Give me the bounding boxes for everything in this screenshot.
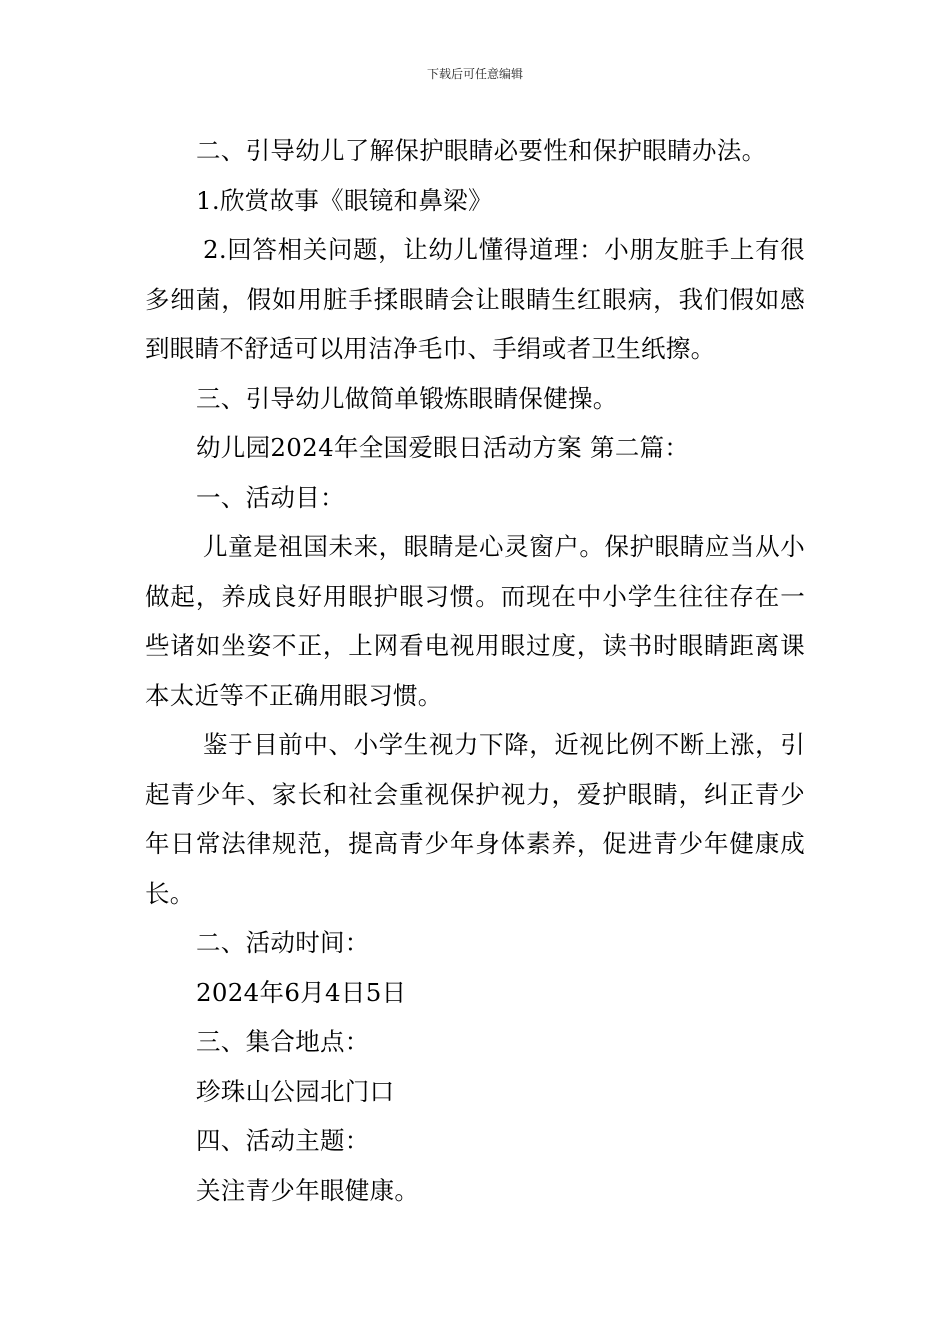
paragraph-location-value: 珍珠山公园北门口 — [196, 1076, 395, 1106]
paragraph-item-2: 2.回答相关问题，让幼儿懂得道理：小朋友脏手上有很多细菌，假如用脏手揉眼睛会让眼睛生红眼病，我们假如感到眼睛不舒适可以用洁净毛巾、手绢或者卫生纸擦。 — [145, 235, 805, 363]
paragraph-background-text: 鉴于目前中、小学生视力下降，近视比例不断上涨，引起青少年、家长和社会重视保护视力，爱护眼睛，纠正青少年日常法律规范，提高青少年身体素养，促进青少年健康成长。 — [145, 730, 805, 908]
paragraph-location-heading: 三、集合地点： — [196, 1027, 370, 1056]
paragraph-goal-heading: 一、活动目： — [196, 482, 345, 512]
paragraph-goal-text: 儿童是祖国未来，眼睛是心灵窗户。保护眼睛应当从小做起，养成良好用眼护眼习惯。而现在中小学生往往存在一些诸如坐姿不正，上网看电视用眼过度，读书时眼睛距离课本太近等不正确用眼习惯。 — [145, 532, 805, 710]
paragraph-theme-value: 关注青少年眼健康。 — [196, 1175, 420, 1205]
document-body — [145, 126, 805, 1215]
paragraph-time-value: 2024年6月4日5日 — [196, 977, 407, 1007]
paragraph-time-heading: 二、活动时间： — [196, 928, 370, 957]
paragraph-theme-heading: 四、活动主题： — [196, 1126, 370, 1155]
paragraph-section-3-heading: 三、引导幼儿做简单锻炼眼睛保健操。 — [196, 383, 618, 413]
paragraph-section-2-heading: 二、引导幼儿了解保护眼睛必要性和保护眼睛办法。 — [196, 136, 767, 165]
header-note: 下载后可任意编辑 — [426, 67, 523, 81]
paragraph-part-two-title: 幼儿园2024年全国爱眼日活动方案 第二篇： — [196, 433, 690, 462]
paragraph-item-1: 1.欣赏故事《眼镜和鼻梁》 — [196, 185, 493, 215]
